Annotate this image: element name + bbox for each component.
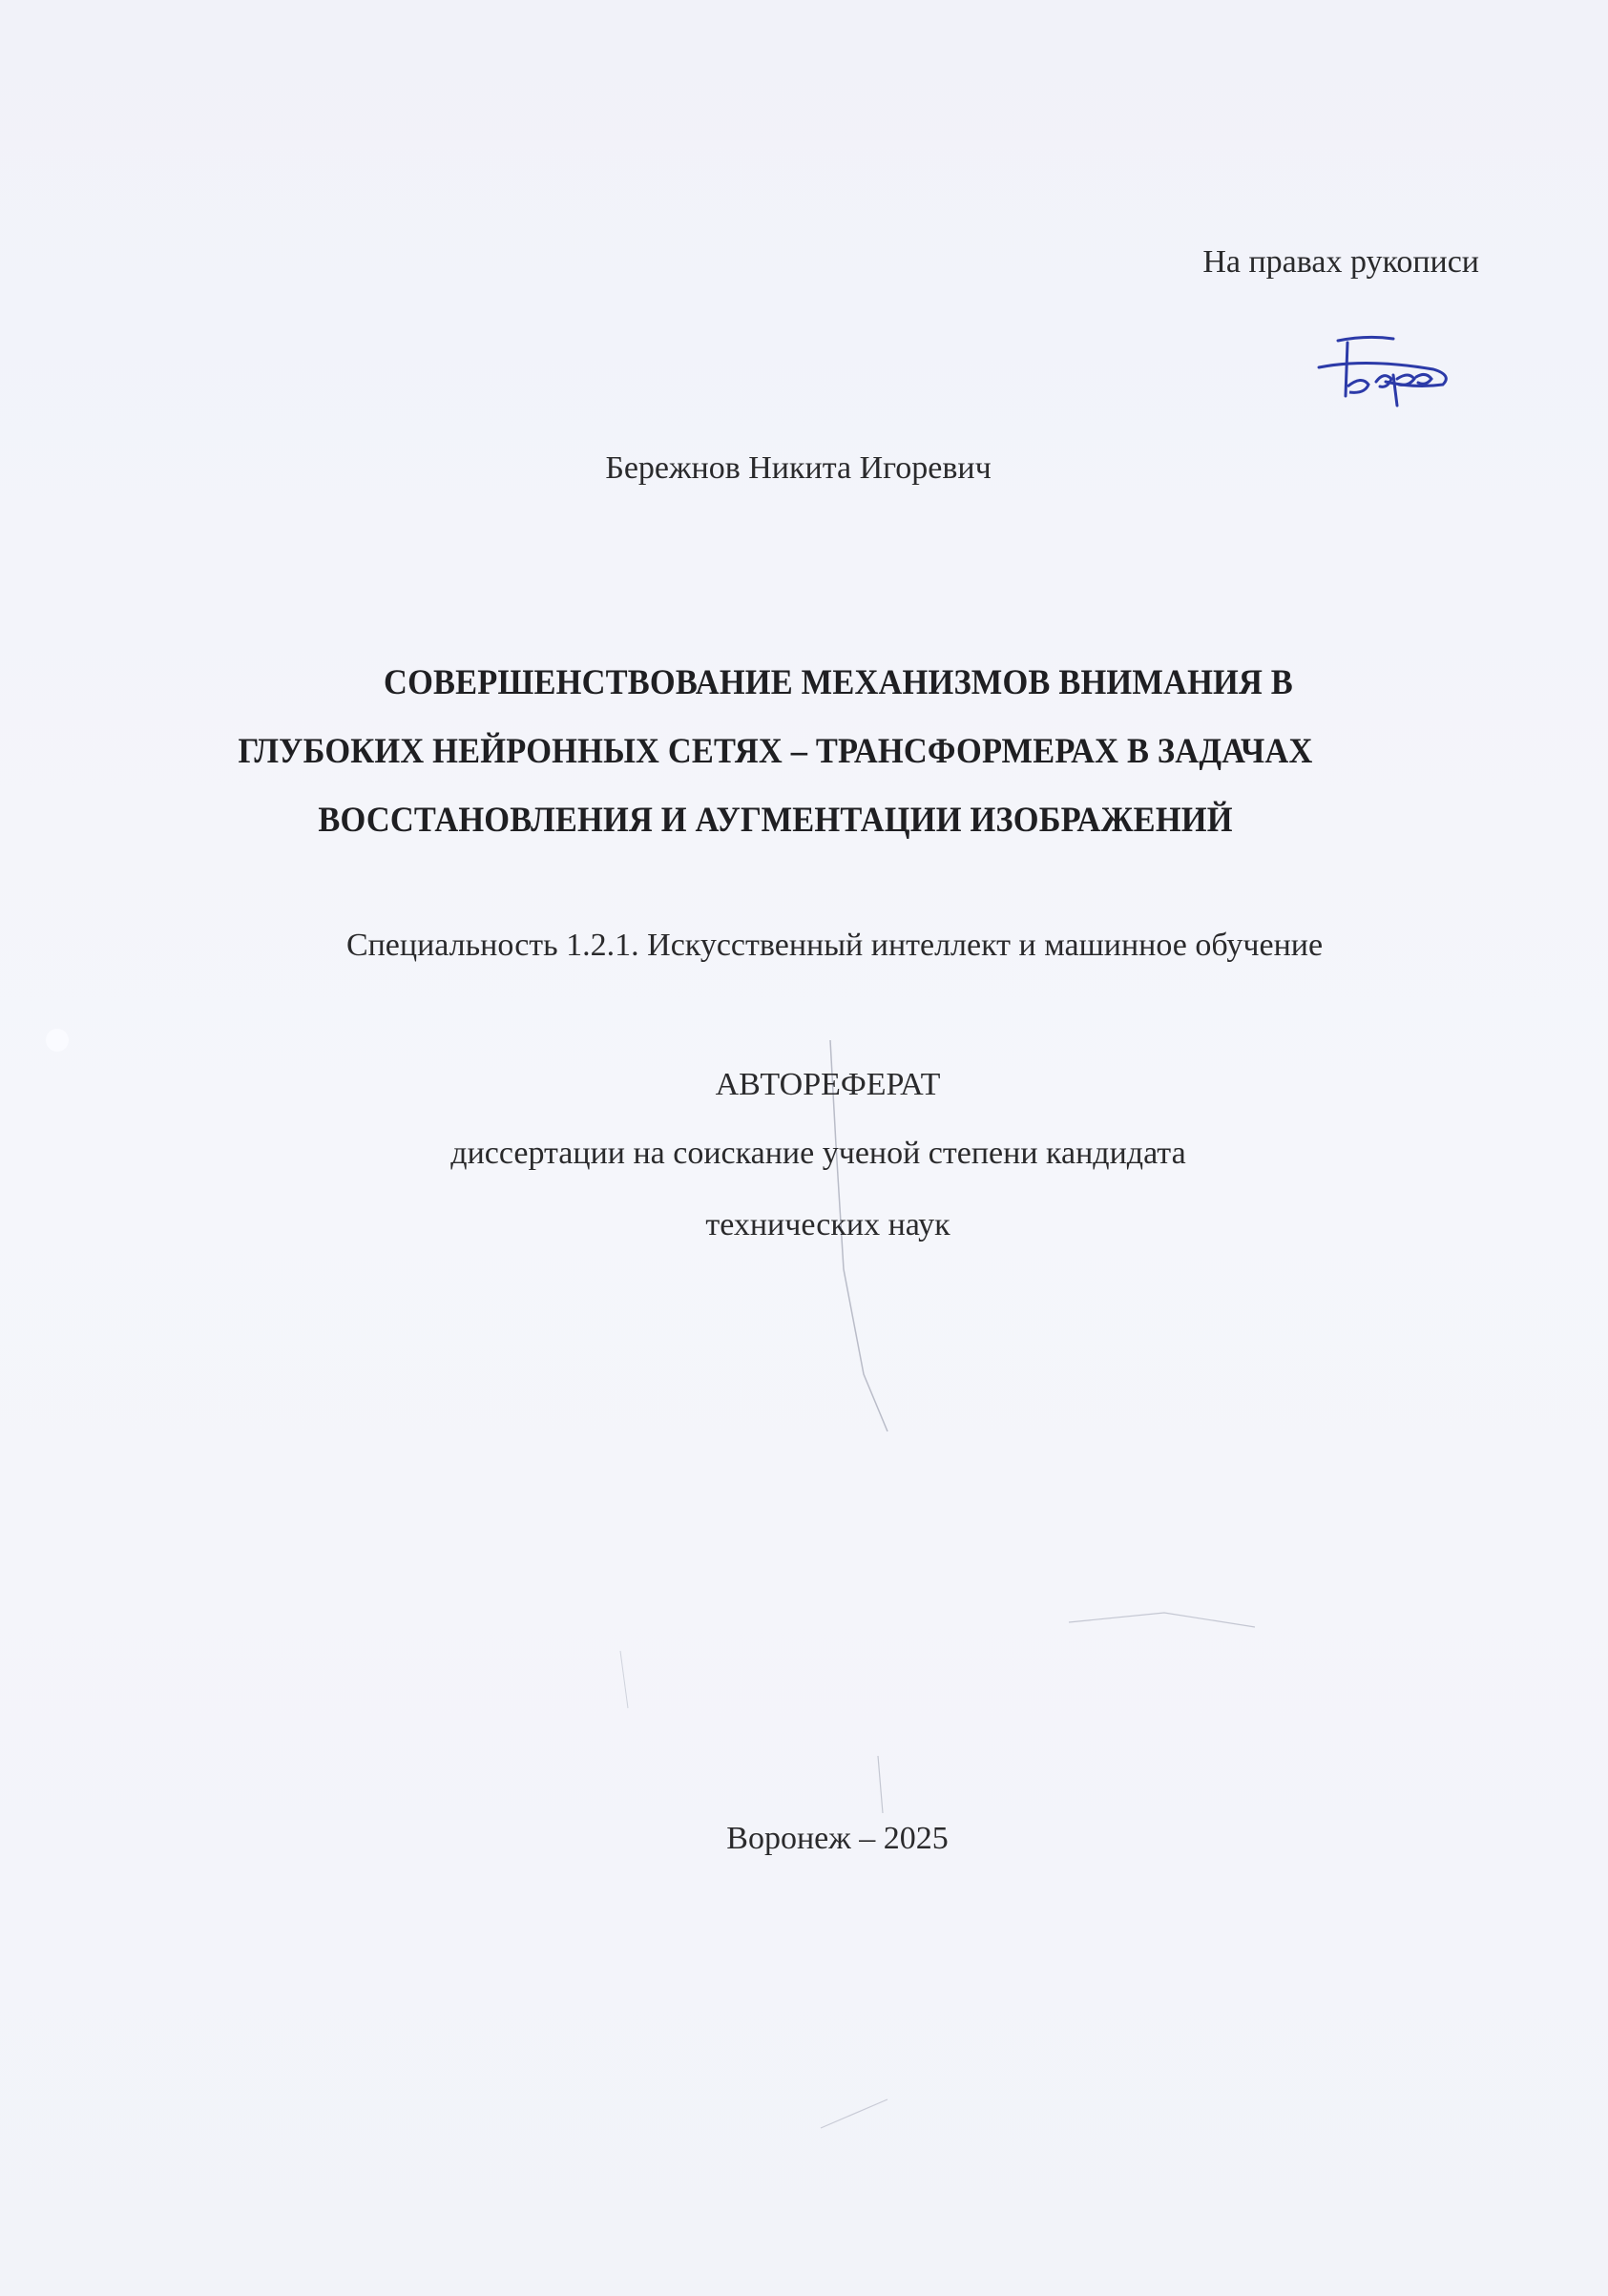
dissertation-title (0, 649, 1608, 855)
title-line-1: СОВЕРШЕНСТВОВАНИЕ МЕХАНИЗМОВ ВНИМАНИЯ В (384, 663, 1293, 702)
author-name: Бережнов Никита Игоревич (605, 450, 992, 486)
city-year: Воронеж – 2025 (726, 1821, 949, 1856)
title-line-2: ГЛУБОКИХ НЕЙРОННЫХ СЕТЯХ – ТРАНСФОРМЕРАХ В ЗАДАЧАХ (238, 732, 1313, 771)
signature-icon (1309, 329, 1462, 415)
specialty: Специальность 1.2.1. Искусственный интеллект и машинное обучение (345, 928, 1324, 963)
abstract-subtitle-line-1: диссертации на соискание ученой степени кандидата (450, 1136, 1186, 1171)
rights-note: На правах рукописи (1202, 244, 1479, 280)
title-line-3: ВОССТАНОВЛЕНИЯ И АУГМЕНТАЦИИ ИЗОБРАЖЕНИЙ (318, 801, 1233, 840)
abstract-heading: АВТОРЕФЕРАТ (715, 1067, 941, 1102)
abstract-subtitle-line-2: технических наук (705, 1207, 950, 1242)
